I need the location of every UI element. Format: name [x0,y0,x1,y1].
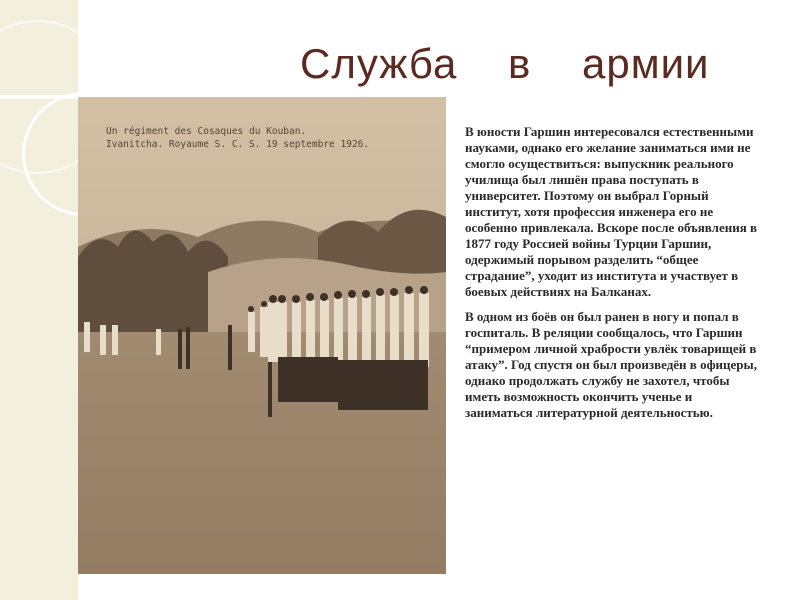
photo-caption [106,125,370,151]
body-text [465,124,757,430]
photo-caption-line: Ivanitcha. Royaume S. C. S. 19 septembre 1926. [106,139,370,150]
paragraph: В юности Гаршин интересовался естественными науками, однако его желание заниматься ими не смогло осуществиться: выпускник реального училища был лишён права поступать в университет. Поэтому он выбрал Горный институт, хотя профессия инженера его не особенно привлекала. Вскоре после объявления в 1877 году Россией войны Турции Гаршин, одержимый порывом разделить “общее страдание”, уходит из института и участвует в боевых действиях на Балканах. [465,124,757,299]
paragraph: В одном из боёв он был ранен в ногу и попал в госпиталь. В реляции сообщалось, что Гаршин “примером личной храбрости увлёк товарищей в атаку”. Год спустя он был произведён в офицеры, однако продолжать службу не захотел, чтобы иметь возможность окончить ученье и заниматься литературной деятельностью. [465,309,757,420]
photo-caption-line: Un régiment des Cosaques du Kouban. [106,126,307,137]
decorative-line [0,95,78,99]
photo-illustration [78,97,446,574]
slide-title: Служба в армии [300,40,710,87]
decorative-side-band [0,0,78,600]
historical-photo [78,97,446,574]
